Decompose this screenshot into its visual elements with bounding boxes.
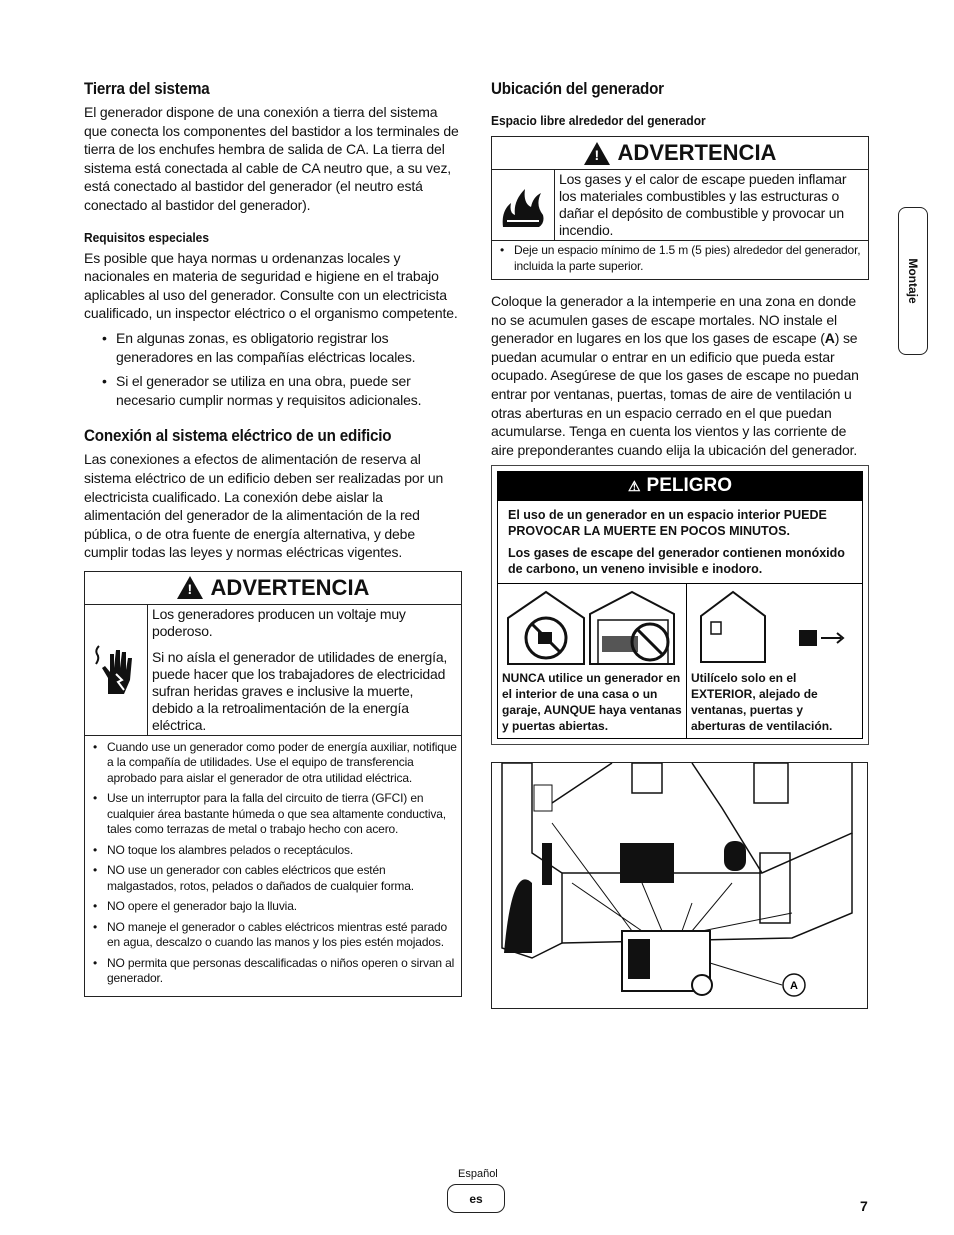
warning-list [85, 736, 461, 996]
warning-text-2: Si no aísla el generador de utilidades de energía, puede hacer que los trabajadores de electricidad sufran heridas graves e inclusive la muerte, debido a la retroalimentación de la energía eléctrica. [152, 648, 448, 733]
warning-title: ADVERTENCIA [617, 140, 777, 165]
heading-conexion: Conexión al sistema eléctrico de un edificio [84, 427, 392, 446]
list-item: • Deje un espacio mínimo de 1.5 m (5 pies) alrededor del generador, incluida la parte superior. [496, 243, 864, 274]
warning-text [148, 605, 461, 735]
danger-body [497, 501, 863, 739]
danger-header [497, 471, 863, 501]
list-item: • NO permita que personas descalificadas o niños operen o sirvan al generador. [89, 956, 457, 987]
danger-box [491, 465, 869, 745]
danger-line-2: Los gases de escape del generador contienen monóxido de carbono, un veneno invisible e inodoro. [508, 546, 845, 577]
house-outdoor-generator-icon [691, 588, 861, 666]
left-column [84, 80, 462, 997]
warning-text: Los gases y el calor de escape pueden inflamar los materiales combustibles y las estructuras o dañar el depósito de combustible y provocar un incendio. [559, 171, 847, 238]
danger-triangle-icon: ⚠ [627, 477, 641, 494]
figure-callout-a: A [790, 980, 798, 993]
section-tab-label: Montaje [906, 258, 920, 304]
danger-text [498, 501, 862, 584]
heading-requisitos: Requisitos especiales [84, 229, 209, 245]
list-item: • NO opere el generador bajo la lluvia. [89, 899, 457, 915]
warning-header [85, 572, 461, 605]
warning-list [492, 241, 868, 274]
page-number: 7 [860, 1198, 868, 1214]
heading-espacio: Espacio libre alrededor del generador [491, 113, 706, 128]
list-item: • NO toque los alambres pelados o receptáculos. [89, 843, 457, 859]
house-garage-no-generator-icon [502, 588, 682, 666]
warning-box-electric [84, 571, 462, 997]
danger-cells [498, 584, 862, 738]
list-item: • En algunas zonas, es obligatorio registrar los generadores en las compañías eléctricas locales. [102, 329, 462, 366]
warning-row [492, 170, 868, 241]
list-item: • NO use un generador con cables eléctricos que estén malgastados, rotos, pelados o dañados de cualquier forma. [89, 863, 457, 894]
section-tab-montaje [898, 207, 928, 355]
list-item: • Use un interruptor para la falla del circuito de tierra (GFCI) en cualquier área bastante húmeda o que sea altamente conductiva, tales como terrazas de metal o trabajo hecho con acero. [89, 791, 457, 838]
danger-title: PELIGRO [646, 475, 733, 497]
warning-box-fire [491, 136, 869, 280]
electric-shock-hand-icon [85, 605, 148, 735]
fire-icon [492, 170, 555, 240]
list-item: • Si el generador se utiliza en una obra, puede ser necesario cumplir normas y requisitos adicionales. [102, 372, 462, 409]
danger-cell-right-text: Utilícelo solo en el EXTERIOR, alejado de ventanas, puertas y aberturas de ventilación. [691, 671, 833, 734]
list-item: • Cuando use un generador como poder de energía auxiliar, notifique a la compañía de utilidades. Use el equipo de transferencia aprobado para aislar el generador de otra utilidad eléctrica. [89, 740, 457, 787]
warning-text-1: Los generadores producen un voltaje muy poderoso. [152, 605, 406, 639]
danger-cell-indoor [498, 584, 686, 738]
generator-placement-figure [491, 762, 868, 1009]
requisitos-list [84, 329, 462, 409]
heading-ubicacion: Ubicación del generador [491, 80, 664, 98]
paragraph-tierra: El generador dispone de una conexión a tierra del sistema que conecta los componentes del bastidor a los terminales de tierra de los enchufes hembra de salida de CA. La tierra del sistema está conectada al cable de CA neutro que, a su vez, está conectado al bastidor del generador (el neutro está conectado al bastidor del generador). [84, 104, 459, 213]
danger-line-1: El uso de un generador en un espacio interior PUEDE PROVOCAR LA MUERTE EN POCOS MINUTOS. [508, 508, 827, 539]
warning-header [492, 137, 868, 170]
right-column [491, 80, 869, 1009]
warning-triangle-icon: ! [584, 142, 610, 165]
list-item: • NO maneje el generador o cables eléctricos mientras esté parado en agua, descalzo o cuando las manos y los pies estén mojados. [89, 920, 457, 951]
warning-triangle-icon: ! [177, 576, 203, 599]
danger-cell-left-text: NUNCA utilice un generador en el interior de una casa o un garaje, AUNQUE haya ventanas y puertas abiertas. [502, 671, 682, 734]
footer-language-code: es [447, 1184, 505, 1213]
footer-language: Español [458, 1168, 498, 1180]
warning-title: ADVERTENCIA [210, 574, 370, 600]
warning-row [85, 605, 461, 736]
paragraph-conexion: Las conexiones a efectos de alimentación de reserva al sistema eléctrico de un edificio deben ser realizadas por un electricista cualificado. La conexión debe aislar la alimentación del generador de la alimentación de la red pública, o de otra fuente de energía alternativa, y debe cumplir todas las leyes y normas eléctricas vigentes. [84, 451, 444, 561]
paragraph-requisitos: Es posible que haya normas u ordenanzas locales y nacionales en materia de seguridad e higiene en el trabajo aplicables al uso del generador. Consulte con un electricista cualificado, un inspector eléctrico o el organismo competente. [84, 249, 458, 322]
heading-tierra: Tierra del sistema [84, 80, 210, 98]
paragraph-coloque: Coloque la generador a la intemperie en una zona en donde no se acumulen gases de escape mortales. NO instale el generador en lugares en los que los gases de escape (A) se puedan acumular o entrar en un edificio que pueda estar ocupado. Asegúrese de que los gases de escape no puedan entrar por ventanas, puertas, tomas de aire de ventilación u otras aberturas en un espacio cerrado en el que puedan acumularse. Tenga en cuenta los vientos y las corriente de aire preponderantes cuando elija la ubicación del generador. [491, 293, 859, 458]
danger-cell-outdoor [686, 584, 865, 738]
